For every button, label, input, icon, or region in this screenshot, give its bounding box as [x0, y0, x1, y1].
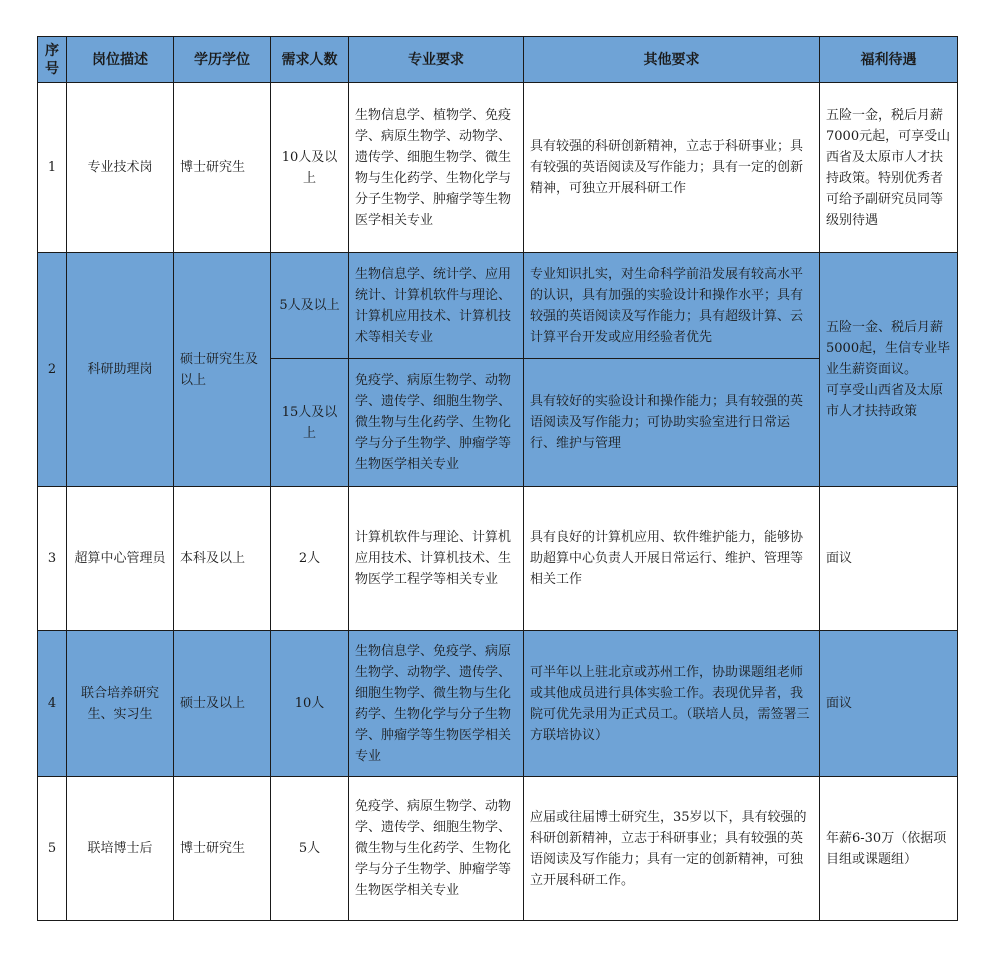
row-major: 免疫学、病原生物学、动物学、遗传学、细胞生物学、微生物与生化药学、生物化学与分子生物学、肿瘤学等生物医学相关专业 [349, 359, 524, 487]
row-benefits: 五险一金，税后月薪7000元起，可享受山西省及太原市人才扶持政策。特别优秀者可给予副研究员同等级别待遇 [820, 83, 958, 253]
row-count: 5人 [271, 777, 349, 921]
row-index: 4 [38, 631, 67, 777]
row-other: 可半年以上驻北京或苏州工作，协助课题组老师或其他成员进行具体实验工作。表现优异者，我院可优先录用为正式员工。（联培人员，需签署三方联培协议） [524, 631, 820, 777]
row-position: 联培博士后 [67, 777, 174, 921]
row-major: 生物信息学、统计学、应用统计、计算机软件与理论、计算机应用技术、计算机技术等相关专业 [349, 253, 524, 359]
row-other: 具有较强的科研创新精神，立志于科研事业；具有较强的英语阅读及写作能力；具有一定的创新精神，可独立开展科研工作 [524, 83, 820, 253]
row-degree: 博士研究生 [174, 777, 271, 921]
row-other: 应届或往届博士研究生，35岁以下，具有较强的科研创新精神，立志于科研事业；具有较强的英语阅读及写作能力；具有一定的创新精神，可独立开展科研工作。 [524, 777, 820, 921]
row-index: 2 [38, 253, 67, 487]
row-other: 具有较好的实验设计和操作能力；具有较强的英语阅读及写作能力；可协助实验室进行日常运行、维护与管理 [524, 359, 820, 487]
table-row [38, 777, 958, 921]
row-index: 3 [38, 487, 67, 631]
row-position: 专业技术岗 [67, 83, 174, 253]
header-benefits: 福利待遇 [820, 37, 958, 83]
row-other: 具有良好的计算机应用、软件维护能力，能够协助超算中心负责人开展日常运行、维护、管理等相关工作 [524, 487, 820, 631]
header-index: 序号 [38, 37, 67, 83]
row-benefits: 年薪6-30万（依据项目组或课题组） [820, 777, 958, 921]
row-position: 联合培养研究生、实习生 [67, 631, 174, 777]
header-degree: 学历学位 [174, 37, 271, 83]
table-row [38, 253, 958, 359]
table-row [38, 487, 958, 631]
row-benefits: 五险一金、税后月薪5000起，生信专业毕业生薪资面议。 可享受山西省及太原市人才扶持政策 [820, 253, 958, 487]
table-row [38, 83, 958, 253]
row-benefits: 面议 [820, 487, 958, 631]
row-count: 5人及以上 [271, 253, 349, 359]
row-position: 科研助理岗 [67, 253, 174, 487]
row-degree: 本科及以上 [174, 487, 271, 631]
header-major: 专业要求 [349, 37, 524, 83]
row-position: 超算中心管理员 [67, 487, 174, 631]
header-row [38, 37, 958, 83]
row-major: 生物信息学、植物学、免疫学、病原生物学、动物学、遗传学、细胞生物学、微生物与生化药学、生物化学与分子生物学、肿瘤学等生物医学相关专业 [349, 83, 524, 253]
row-count: 15人及以上 [271, 359, 349, 487]
row-count: 2人 [271, 487, 349, 631]
row-major: 免疫学、病原生物学、动物学、遗传学、细胞生物学、微生物与生化药学、生物化学与分子生物学、肿瘤学等生物医学相关专业 [349, 777, 524, 921]
recruitment-table [37, 36, 958, 921]
row-major: 生物信息学、免疫学、病原生物学、动物学、遗传学、细胞生物学、微生物与生化药学、生物化学与分子生物学、肿瘤学等生物医学相关专业 [349, 631, 524, 777]
row-benefits: 面议 [820, 631, 958, 777]
row-index: 5 [38, 777, 67, 921]
row-index: 1 [38, 83, 67, 253]
row-other: 专业知识扎实，对生命科学前沿发展有较高水平的认识，具有加强的实验设计和操作水平；具有较强的英语阅读及写作能力；具有超级计算、云计算平台开发或应用经验者优先 [524, 253, 820, 359]
table-row [38, 631, 958, 777]
row-degree: 博士研究生 [174, 83, 271, 253]
row-degree: 硕士及以上 [174, 631, 271, 777]
header-position: 岗位描述 [67, 37, 174, 83]
header-other: 其他要求 [524, 37, 820, 83]
row-count: 10人及以上 [271, 83, 349, 253]
header-count: 需求人数 [271, 37, 349, 83]
row-degree: 硕士研究生及以上 [174, 253, 271, 487]
row-count: 10人 [271, 631, 349, 777]
row-major: 计算机软件与理论、计算机应用技术、计算机技术、生物医学工程学等相关专业 [349, 487, 524, 631]
